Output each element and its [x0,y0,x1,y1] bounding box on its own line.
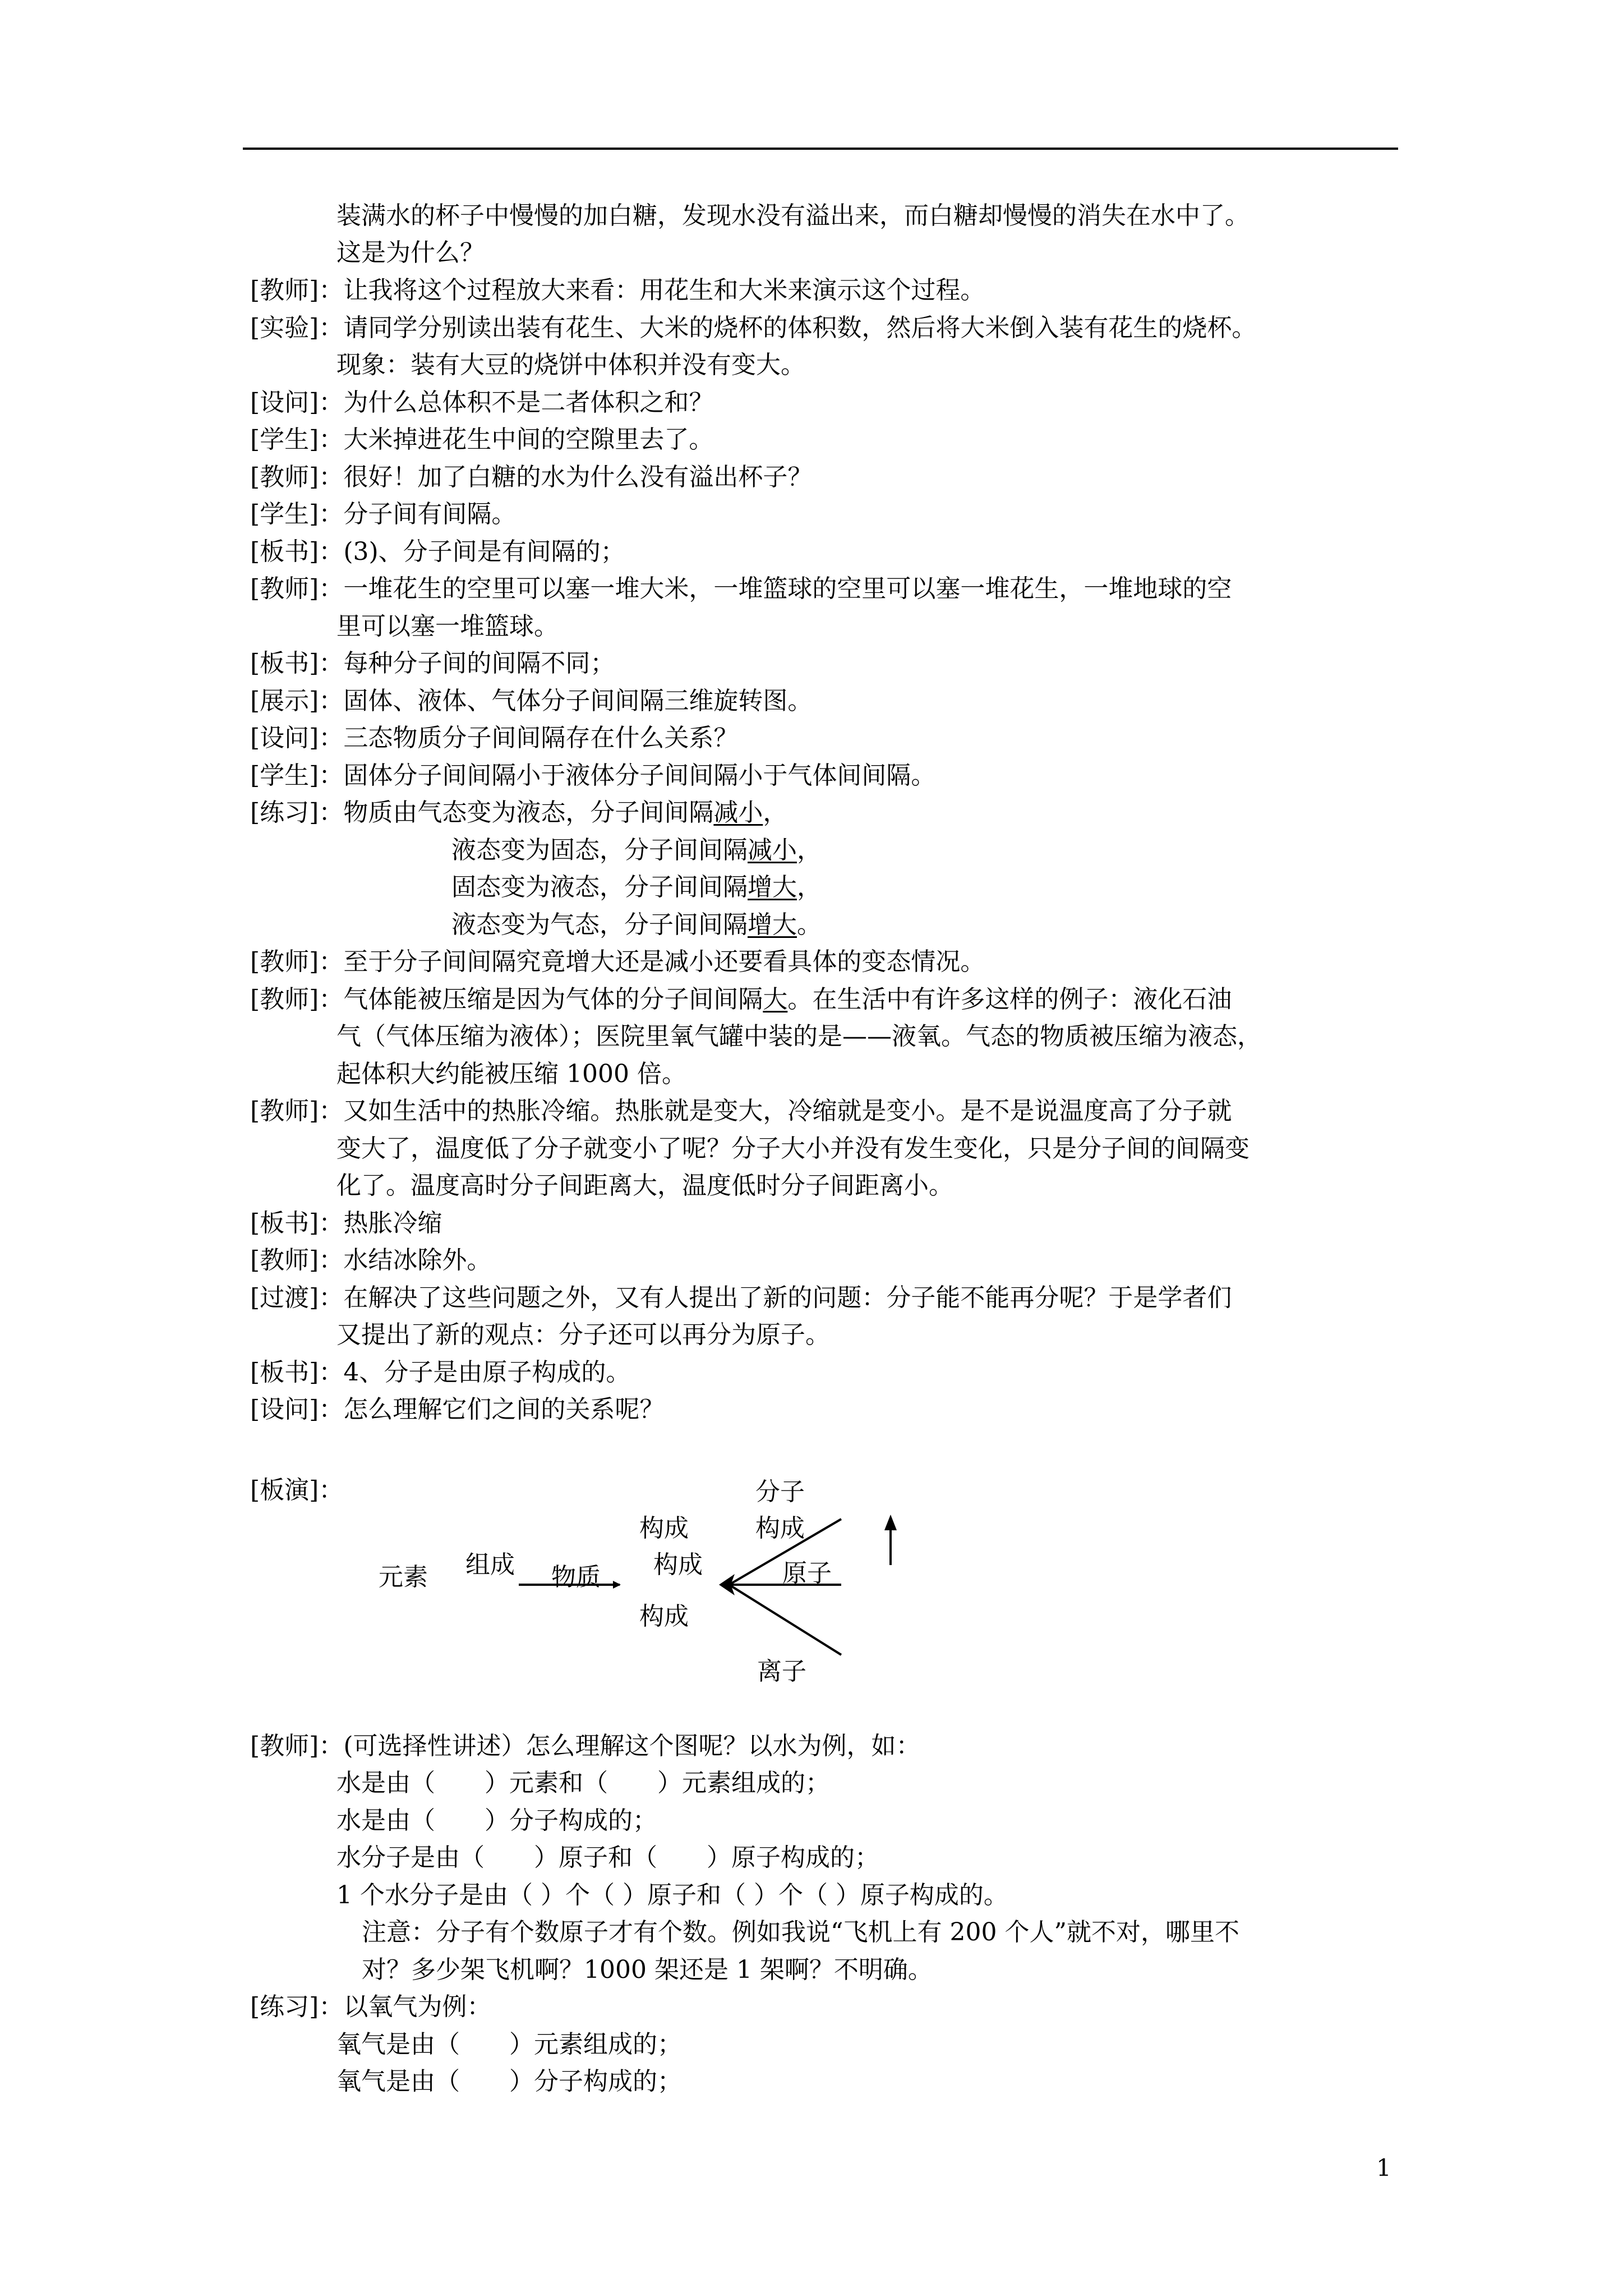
text-line: 气（气体压缩为液体）；医院里氧气罐中装的是——液氧。气态的物质被压缩为液态， [336,1022,1262,1051]
answer-underline: 大 [763,985,788,1014]
label-substance: 物质 [551,1563,601,1591]
text-line: [学生]：固体分子间间隔小于液体分子间间隔小于气体间间隔。 [250,757,935,794]
text-line: [教师]：又如生活中的热胀冷缩。热胀就是变大，冷缩就是变小。是不是说温度高了分子就 [250,1093,1232,1130]
line-tag: [练习] [250,1993,319,2021]
text-line: [板演]： [250,1472,343,1509]
text-line: 变大了，温度低了分子就变小了呢？分子大小并没有发生变化，只是分子间的间隔变 [336,1134,1249,1163]
text-line: [设问]：为什么总体积不是二者体积之和？ [250,384,713,421]
text-line: [板书]：(3)、分子间是有间隔的； [250,533,625,570]
line-tag: [教师] [250,463,319,491]
line-to-ion [729,1585,841,1655]
text-line: [教师]：水结冰除外。 [250,1242,491,1279]
text-line: [过渡]：在解决了这些问题之外，又有人提出了新的问题：分子能不能再分呢？于是学者们 [250,1280,1232,1317]
label-molecule-constitute: 构成 [755,1514,805,1543]
text-line: 化了。温度高时分子间距离大，温度低时分子间距离小。 [336,1171,953,1200]
text-line: 固态变为液态，分子间间隔增大， [451,873,822,901]
line-tag: [板书] [250,537,319,566]
line-tag: [教师] [250,947,319,976]
line-tag: [展示] [250,687,319,715]
label-constitute-bottom: 构成 [639,1602,689,1631]
line-tag: [练习] [250,798,319,827]
text-line: 又提出了新的观点：分子还可以再分为原子。 [336,1320,830,1349]
text-line: 这是为什么？ [336,238,485,267]
text-line: 氧气是由（ ）元素组成的； [336,2030,682,2059]
text-line: 液态变为固态，分子间间隔减小， [451,836,822,864]
line-tag: [教师] [250,1097,319,1125]
text-line: [教师]：至于分子间间隔究竟增大还是减小还要看具体的变态情况。 [250,944,985,981]
label-molecule: 分子 [755,1478,805,1506]
text-line: [教师]：一堆花生的空里可以塞一堆大米，一堆篮球的空里可以塞一堆花生，一堆地球的空 [250,570,1232,608]
line-tag: [教师] [250,985,319,1014]
line-tag: [过渡] [250,1283,319,1312]
text-line: 水是由（ ）分子构成的； [336,1806,657,1835]
text-line: [设问]：怎么理解它们之间的关系呢？ [250,1391,664,1428]
label-compose: 组成 [465,1550,515,1579]
text-line: 现象：装有大豆的烧饼中体积并没有变大。 [336,351,805,379]
answer-underline: 减小 [713,798,763,827]
line-tag: [教师] [250,1246,319,1274]
label-constitute-mid: 构成 [653,1550,703,1579]
text-line: 注意：分子有个数原子才有个数。例如我说“飞机上有 200 个人”就不对，哪里不 [362,1918,1239,1947]
label-constitute-top: 构成 [639,1514,689,1543]
label-element: 元素 [379,1563,428,1591]
text-line: 装满水的杯子中慢慢的加白糖，发现水没有溢出来，而白糖却慢慢的消失在水中了。 [336,201,1249,230]
text-line: [展示]：固体、液体、气体分子间间隔三维旋转图。 [250,683,812,720]
line-tag: [教师] [250,1732,319,1760]
line-tag: [板演] [250,1476,319,1504]
text-line: [学生]：大米掉进花生中间的空隙里去了。 [250,421,713,458]
text-line: 对？多少架飞机啊？1000 架还是 1 架啊？不明确。 [362,1955,933,1984]
text-line: [教师]：气体能被压缩是因为气体的分子间间隔大。在生活中有许多这样的例子：液化石油 [250,981,1232,1018]
text-line: [设问]：三态物质分子间间隔存在什么关系？ [250,720,738,757]
up-arrowhead [884,1515,897,1530]
text-line: 里可以塞一堆篮球。 [336,612,559,641]
text-line: [板书]：每种分子间的间隔不同； [250,645,615,682]
line-tag: [教师] [250,276,319,305]
line-tag: [学生] [250,425,319,454]
line-tag: [设问] [250,1395,319,1424]
line-tag: [学生] [250,500,319,528]
text-line: [教师]：很好！加了白糖的水为什么没有溢出杯子？ [250,459,812,496]
line-tag: [学生] [250,761,319,790]
page-number: 1 [1376,2154,1391,2182]
text-line: [实验]：请同学分别读出装有花生、大米的烧杯的体积数，然后将大米倒入装有花生的烧杯。 [250,310,1256,347]
text-line: [练习]：物质由气态变为液态，分子间间隔减小， [250,794,787,831]
text-line: 水是由（ ）元素和（ ）元素组成的； [336,1769,830,1797]
label-atom: 原子 [782,1559,832,1588]
line-tag: [板书] [250,649,319,678]
text-line: 起体积大约能被压缩 1000 倍。 [336,1060,686,1088]
answer-underline: 增大 [748,910,797,939]
text-line: 氧气是由（ ）分子构成的； [336,2067,682,2096]
text-line: [板书]：4、分子是由原子构成的。 [250,1354,630,1391]
label-ion: 离子 [757,1657,806,1686]
text-line: 液态变为气态，分子间间隔增大。 [451,910,822,939]
text-line: [教师]：(可选择性讲述）怎么理解这个图呢？以水为例，如： [250,1728,921,1765]
text-line: [板书]：热胀冷缩 [250,1205,442,1242]
line-tag: [设问] [250,724,319,752]
line-tag: [板书] [250,1209,319,1237]
line-tag: [设问] [250,388,319,417]
text-line: 水分子是由（ ）原子和（ ）原子构成的； [336,1843,879,1872]
line-tag: [教师] [250,574,319,603]
text-line: [练习]：以氧气为例： [250,1989,491,2026]
line-tag: [板书] [250,1358,319,1387]
text-line: [教师]：让我将这个过程放大来看：用花生和大米来演示这个过程。 [250,272,985,309]
text-line: [学生]：分子间有间隔。 [250,496,516,533]
line-tag: [实验] [250,314,319,342]
answer-underline: 增大 [748,873,797,901]
answer-underline: 减小 [748,836,797,864]
text-line: 1 个水分子是由（ ）个（ ）原子和（ ）个（ ）原子构成的。 [336,1881,1008,1910]
